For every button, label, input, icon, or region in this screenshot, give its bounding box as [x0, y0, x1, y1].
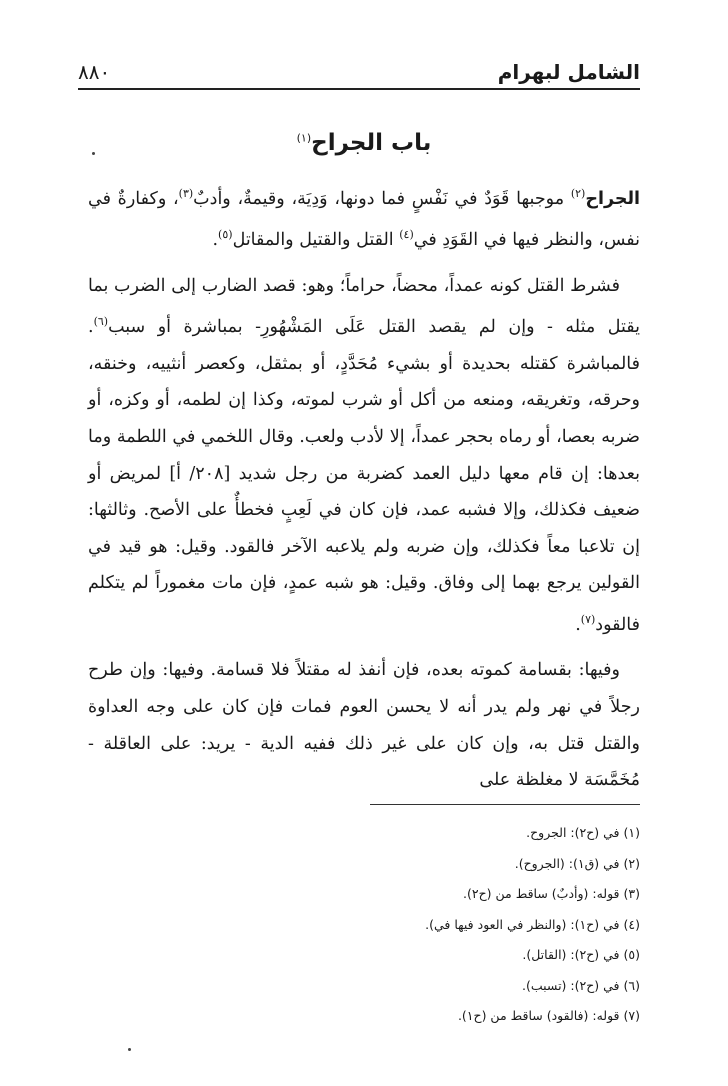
running-header: [78, 58, 640, 90]
scan-speck: [92, 152, 95, 155]
footnotes-list: [88, 818, 640, 1032]
chapter-title: [88, 130, 640, 156]
paragraph-text: .: [575, 614, 581, 635]
footnote-item: (٦) في (ح٢): (تسبب).: [522, 977, 640, 993]
footnote-divider: [370, 804, 640, 805]
paragraph-text: وفيها: بقسامة كموته بعده، فإن أنفذ له مقتلاً فلا قسامة. وفيها: وإن طرح رجلاً في نهر ولم يدر أنه لا يحسن العوم فمات فإن كان على وجه العداوة والقتل قتل به، وإن كان على غير ذلك ففيه الدية - يريد: على العاقلة - مُخَمَّسَة لا مغلظة على: [88, 660, 640, 791]
paragraph-text: . فالمباشرة كقتله بحديدة أو بشيء مُحَدَّدٍ، أو بمثقل، وكعصر أنثييه، وخنقه، وحرقه، وتغريقه، ومنعه من أكل أو شرب لموته، وكذا إن لطمه، أو وكزه، أو ضربه بعصا، أو رماه بحجر عمداً، إلا لأدب ولعب. وقال اللخمي في اللطمة وما بعدها: إن قام معها دليل العمد كضربة من رجل شديد [٢٠٨/ أ] لمريض أو ضعيف فكذلك، وإلا فشبه عمد، فإن كان في لَعِبٍ فخطأٌ على الأصح. وثالثها: إن تلاعبا معاً فكذلك، وإن ضربه ولم يلاعبه الآخر فالقود. وقيل: هو قيد في القولين يرجع بهما إلى وفاق. وقيل: هو شبه عمدٍ، فإن مات مغموراً لم يتكلم فالقود: [88, 317, 640, 635]
paragraph-text: .: [212, 230, 219, 251]
footnote-ref: (٢): [570, 187, 586, 200]
main-text: [88, 176, 640, 808]
paragraph-2: [88, 268, 640, 644]
footnote-item: (٢) في (ق١): (الجروح).: [514, 855, 640, 871]
footnote-item: (٣) قوله: (وأدبٌ) ساقط من (ح٢).: [463, 886, 640, 901]
footnote-ref: (٧): [580, 613, 596, 627]
footnote-ref: (٥): [218, 228, 233, 242]
scan-speck: [128, 1048, 131, 1051]
paragraph-text: فشرط القتل كونه عمداً، محضاً، حراماً؛ وهو: قصد الضارب إلى الضرب بما يقتل مثله - وإن لم يقصد القتل عَلَى المَشْهُورِ- بمباشرة أو سبب: [88, 275, 640, 338]
footnote-item: (١) في (ح٢): الجروح.: [526, 825, 640, 840]
book-title: الشامل لبهرام: [497, 60, 640, 84]
paragraph-text: ، وكفارةٌ في نفس، والنظر فيها في القَوَدِ في: [88, 188, 640, 251]
footnote-ref: (٤): [399, 228, 414, 242]
footnote-ref: (٦): [93, 315, 109, 329]
paragraph-text: القتل والقتيل والمقاتل: [232, 230, 400, 251]
footnote-item: (٤) في (ح١): (والنظر في العود فيها في).: [425, 916, 640, 932]
chapter-title-text: باب الجراح: [311, 130, 432, 156]
chapter-note-ref: (١): [296, 131, 312, 145]
paragraph-3: [88, 652, 640, 798]
footnote-item: (٥) في (ح٢): (القاتل).: [522, 947, 640, 962]
paragraph-1: [88, 176, 640, 259]
footnote-ref: (٣): [178, 187, 194, 200]
paragraph-text: موجبها قَوَدٌ في نَفْسٍ فما دونها، وَدِيَة، وقيمةٌ، وأدبٌ: [193, 188, 571, 209]
lead-word: الجراح: [585, 188, 641, 209]
footnote-item: (٧) قوله: (فالقود) ساقط من (ح١).: [457, 1008, 640, 1023]
page-number: ٨٨٠: [78, 60, 111, 84]
